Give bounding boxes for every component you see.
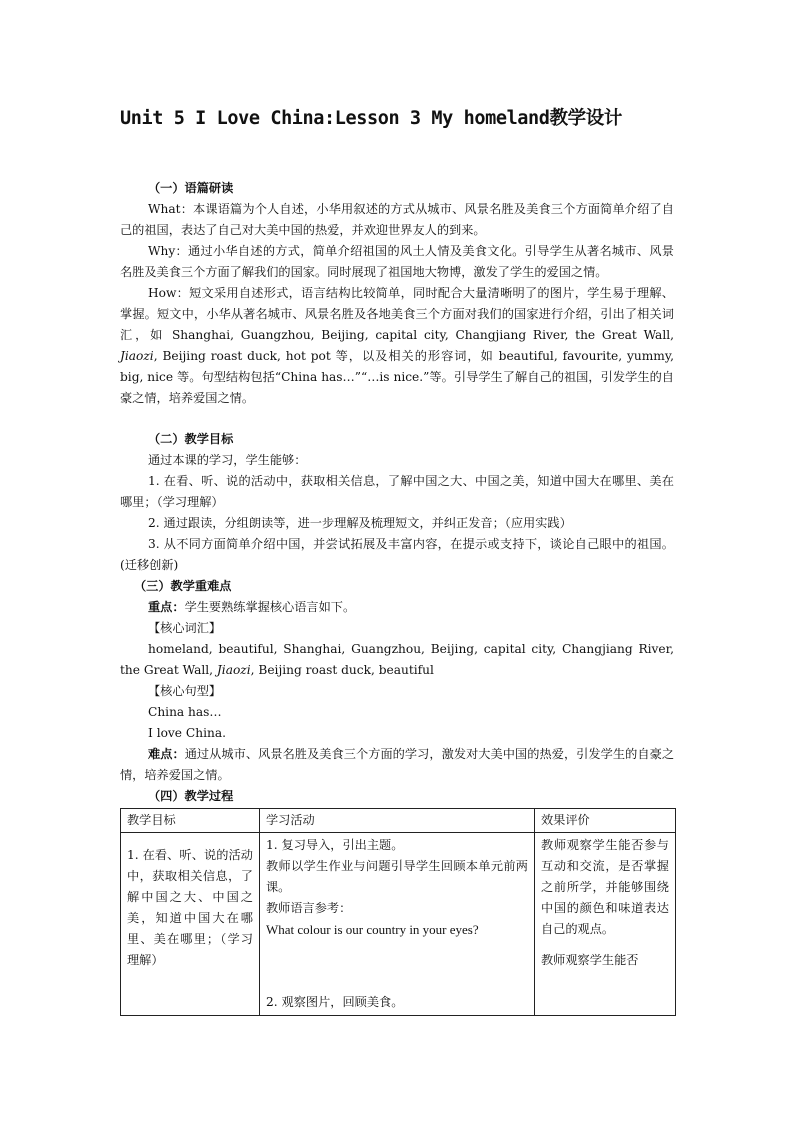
vocab-italic: Jiaozi (216, 663, 251, 677)
vocab-list (120, 639, 674, 681)
section-heading-objectives: （二）教学目标 (148, 432, 234, 446)
table-header-cell: 教学目标 (121, 809, 260, 833)
vocab-part2: , Beijing roast duck, beautiful (250, 663, 434, 677)
how-text-italic: Jiaozi (120, 349, 154, 363)
key-point-text: 学生要熟练掌握核心语言如下。 (184, 600, 356, 614)
row1-goal-text: 1. 在看、听、说的活动中，获取相关信息，了解中国之大、中国之美，知道中国大在哪里、美在哪里；（学习理解） (127, 848, 253, 967)
objective-2: 2. 通过跟读，分组朗读等，进一步理解及梳理短文，并纠正发音；（应用实践） (148, 516, 572, 530)
table-header-row (121, 809, 676, 833)
document-body (120, 178, 674, 1016)
row1-activity-question: What colour is our country in your eyes? (266, 922, 479, 937)
table-cell-activity (260, 833, 535, 1016)
table-header-cell: 学习活动 (260, 809, 535, 833)
row1-activity-2: 2. 观察图片，回顾美食。 (266, 995, 404, 1009)
vocab-label: 【核心词汇】 (148, 621, 222, 635)
pattern-label: 【核心句型】 (148, 684, 222, 698)
objective-3: 3. 从不同方面简单介绍中国，并尝试拓展及丰富内容，在提示或支持下，谈论自己眼中的祖国。(迁移创新) (120, 537, 674, 572)
how-text-part1: How：短文采用自述形式，语言结构比较简单，同时配合大量清晰明了的图片，学生易于理解、掌握。短文中，小华从著名城市、风景名胜及各地美食三个方面对我们的国家进行介绍，引出了相关词汇，如 Shanghai, Guangzhou, Beijing, capital city, Changjiang River, the Great Wall, (120, 286, 674, 342)
row1-eval-1: 教师观察学生能否参与互动和交流，是否掌握之前所学，并能够围绕中国的颜色和味道表达自己的观点。 (541, 838, 669, 936)
key-point (120, 597, 674, 618)
key-point-label: 重点： (148, 600, 185, 614)
how-text-part2: , Beijing roast duck, hot pot 等，以及相关的形容词，如 beautiful, favourite, yummy, big, nice 等。句型结构包括“China has…”“…is nice.”等。引导学生了解自己的祖国，引发学生的自豪之情，培养爱国之情。 (120, 349, 674, 405)
paragraph-how (120, 283, 674, 409)
table-row (121, 833, 676, 1016)
vocab-part1: homeland, beautiful, Shanghai, Guangzhou, Beijing, capital city, Changjiang River, the Great Wall, (120, 642, 674, 677)
paragraph-why: Why：通过小华自述的方式，简单介绍祖国的风土人情及美食文化。引导学生从著名城市、风景名胜及美食三个方面了解我们的国家。同时展现了祖国地大物博，激发了学生的爱国之情。 (120, 244, 674, 279)
process-table (120, 808, 676, 1016)
difficulty (120, 744, 674, 786)
objective-1: 1. 在看、听、说的活动中，获取相关信息，了解中国之大、中国之美，知道中国大在哪里、美在哪里；（学习理解） (120, 474, 674, 509)
difficulty-text: 通过从城市、风景名胜及美食三个方面的学习，激发对大美中国的热爱，引发学生的自豪之情，培养爱国之情。 (120, 747, 675, 782)
pattern-1: China has… (148, 705, 222, 719)
row1-activity-title: 1. 复习导入，引出主题。 (266, 838, 404, 852)
row1-eval-2: 教师观察学生能否 (541, 953, 639, 967)
table-cell-evaluation (535, 833, 676, 1016)
section-heading-key-points: （三）教学重难点 (134, 579, 232, 593)
difficulty-label: 难点： (148, 747, 185, 761)
pattern-2: I love China. (148, 726, 226, 740)
table-cell-goal (121, 833, 260, 1016)
document-title: Unit 5 I Love China:Lesson 3 My homeland教学设计 (120, 108, 622, 129)
objectives-intro: 通过本课的学习，学生能够： (148, 453, 307, 467)
row1-activity-ref: 教师语言参考： (266, 901, 352, 915)
section-heading-text-study: （一）语篇研读 (148, 181, 234, 195)
section-heading-process: （四）教学过程 (148, 789, 234, 803)
row1-activity-desc: 教师以学生作业与问题引导学生回顾本单元前两课。 (266, 859, 528, 894)
paragraph-what: What：本课语篇为个人自述，小华用叙述的方式从城市、风景名胜及美食三个方面简单介绍了自己的祖国，表达了自己对大美中国的热爱，并欢迎世界友人的到来。 (120, 202, 674, 237)
table-header-cell: 效果评价 (535, 809, 676, 833)
